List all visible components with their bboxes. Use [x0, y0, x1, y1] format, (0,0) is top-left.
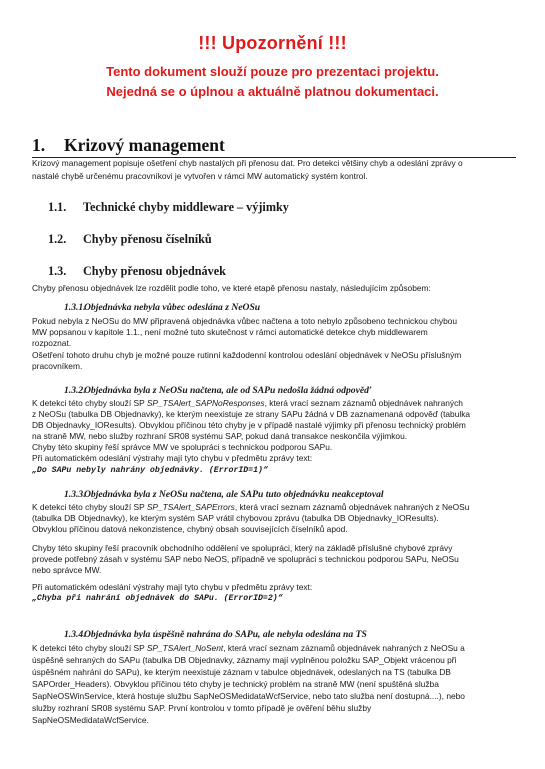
section-1-heading	[32, 135, 516, 158]
section-1-3-3-heading	[64, 489, 384, 500]
section-1-1-title: Technické chyby middleware – výjimky	[83, 200, 289, 214]
section-1-3-1-title: Objednávka nebyla vůbec odeslána z NeOSu	[84, 302, 261, 313]
section-1-3-2-sp-name: SP_TSAlert_SAPNoResponses	[146, 398, 265, 408]
section-1-3-4-line-4: SAPOrder_Headers). Obvyklou příčinou této chyby je technický problém na straně MW (není spuštěná služba	[32, 679, 439, 689]
section-1-3-3-title: Objednávka byla z NeOSu načtena, ale SAPu tuto objednávku neakceptoval	[84, 489, 384, 500]
section-1-3-2-line-1	[32, 398, 463, 409]
section-1-3-3-line-1-pre: K detekci této chyby slouží SP	[32, 502, 147, 512]
warning-line-2: Nejedná se o úplnou a aktuálně platnou dokumentaci.	[106, 84, 439, 99]
section-1-title: Krizový management	[64, 135, 225, 155]
section-1-3-1-line-1: Pokud nebyla z NeOSu do MW připravená objednávka vůbec načtena a toto nebylo způsobeno technickou chybou	[32, 316, 458, 326]
section-1-3-2-subject: „Do SAPu nebyly nahrány objednávky. (ErrorID=1)“	[32, 466, 268, 475]
section-1-3-4-line-1-pre: K detekci této chyby slouží SP	[32, 643, 147, 653]
section-1-3-2-line-5: Chyby této skupiny řeší správce MW ve spolupráci s technickou podporou SAPu.	[32, 442, 333, 452]
section-1-3-1-line-3: rozpoznat.	[32, 338, 72, 348]
warning-line-1: Tento dokument slouží pouze pro prezentaci projektu.	[106, 64, 439, 79]
section-1-3-4-sp-name: SP_TSAlert_NoSent	[146, 643, 224, 653]
section-1-3-title: Chyby přenosu objednávek	[83, 264, 226, 278]
section-1-3-1-number: 1.3.1.	[64, 302, 86, 313]
section-1-3-1-line-2: MW popsanou v kapitole 1.1., není možné tuto skutečnost v rámci automatické detekce chyb middlewarem	[32, 327, 428, 337]
section-1-3-heading	[48, 264, 226, 279]
section-1-3-4-number: 1.3.4.	[64, 629, 86, 640]
section-1-3-2-line-2: z NeOSu (tabulka DB Objednavky), ke kterým neexistuje ze strany SAPu žádná v DB zaznamenaná odpověď (tabulka	[32, 409, 471, 419]
section-1-3-4-line-3: úspěšném nahrání do SAPu), ke kterým neexistuje záznam v tabulce objednávek, odeslaných na TS (tabulka DB	[32, 667, 451, 677]
section-1-2-number: 1.2.	[48, 232, 67, 246]
section-1-3-2-title: Objednávka byla z NeOSu načtena, ale od SAPu nedošla žádná odpověď	[84, 385, 372, 396]
section-1-intro-line-2: nastalé chybě určenému pracovníkovi je vytvořen v rámci MW automatický systém kontrol.	[32, 171, 368, 181]
section-1-2-title: Chyby přenosu číselníků	[83, 232, 212, 246]
section-1-3-2-line-3: DB Objednavky_IOResults). Obvyklou příčinou této chyby je v případě nastalé výjimky při přenosu technický problém	[32, 420, 466, 430]
section-1-3-3-line-6: nebo správce MW.	[32, 565, 102, 575]
section-1-3-3-subject: „Chyba při nahrání objednávek do SAPu. (ErrorID=2)“	[32, 594, 283, 603]
section-1-3-1-line-4: Ošetření tohoto druhu chyb je možné pouze rutinní každodenní kontrolou odeslání objednávek v NeOSu příslušným	[32, 350, 462, 360]
section-1-3-1-line-5: pracovníkem.	[32, 361, 83, 371]
section-1-3-4-line-2: úspěšně sehraných do SAPu (tabulka DB Objednavky, záznamy mají vyplněnou položku SAP_Objekt vrácenou při	[32, 655, 457, 665]
section-1-3-number: 1.3.	[48, 264, 67, 278]
section-1-3-3-line-3: Obvyklou příčinou datová nekonzistence, chybný obsah souvisejících číselníků apod.	[32, 524, 348, 534]
warning-title: !!! Upozornění !!!	[198, 33, 347, 53]
section-1-1-heading	[48, 200, 289, 215]
section-1-3-3-sp-name: SP_TSAlert_SAPErrors	[146, 502, 235, 512]
section-1-3-1-heading	[64, 302, 260, 313]
section-1-3-2-line-6: Při automatickém odeslání výstrahy mají tyto chybu v předmětu zprávy text:	[32, 453, 313, 463]
section-1-2-heading	[48, 232, 212, 247]
section-1-3-2-heading	[64, 385, 371, 396]
section-1-3-3-line-4: Chyby této skupiny řeší pracovník obchodního oddělení ve spolupráci, který na základě příslušné chybové zprávy	[32, 543, 453, 553]
section-1-intro-line-1: Krizový management popisuje ošetření chyb nastalých při přenosu dat. Pro detekci většiny chyb a odeslání zprávy o	[32, 158, 463, 168]
section-1-3-4-line-5: SapNeOSWinService, která hostuje službu SapNeOSMedidataWcfService, nebo tato služba není dostupná....), nebo	[32, 691, 465, 701]
section-1-3-2-line-4: na straně MW, nebo služby rozhraní SR08 systému SAP, pokud daná transakce neskončila výjimkou.	[32, 431, 408, 441]
section-1-3-intro: Chyby přenosu objednávek lze rozdělit podle toho, ve které etapě přenosu nastaly, následujícím způsobem:	[32, 283, 431, 293]
section-1-3-4-line-6: služby rozhraní SR08 systému SAP. První kontrolou v tomto případě je ověření běhu služby	[32, 703, 372, 713]
section-1-3-4-line-1	[32, 643, 465, 654]
section-1-3-3-line-1	[32, 502, 469, 513]
section-1-3-2-number: 1.3.2.	[64, 385, 86, 396]
section-1-3-4-line-1-post: , která vrací seznam záznamů objednávek nahraných z NeOSu a	[223, 643, 465, 653]
section-1-3-3-line-2: (tabulka DB Objednavky), ke kterým systém SAP vrátil chybovou zprávu (tabulka DB Objednavky_IOResults).	[32, 513, 439, 523]
section-1-3-3-line-5: provede potřebný zásah v systému SAP nebo NeOS, případně ve spolupráci s technickou podporou SAPu, NeOSu	[32, 554, 459, 564]
section-1-3-3-line-7: Při automatickém odeslání výstrahy mají tyto chybu v předmětu zprávy text:	[32, 582, 313, 592]
section-1-3-4-line-7: SapNeOSMedidataWcfService.	[32, 715, 149, 725]
section-1-number: 1.	[32, 135, 46, 155]
section-1-3-4-title: Objednávka byla úspěšně nahrána do SAPu, ale nebyla odeslána na TS	[84, 629, 367, 640]
section-1-3-2-line-1-post: , která vrací seznam záznamů objednávek nahraných	[264, 398, 463, 408]
section-1-3-3-number: 1.3.3.	[64, 489, 86, 500]
section-1-3-2-line-1-pre: K detekci této chyby slouží SP	[32, 398, 147, 408]
section-1-3-4-heading	[64, 629, 367, 640]
section-1-1-number: 1.1.	[48, 200, 67, 214]
section-1-3-3-line-1-post: , která vrací seznam záznamů objednávek nahraných z NeOSu	[234, 502, 470, 512]
